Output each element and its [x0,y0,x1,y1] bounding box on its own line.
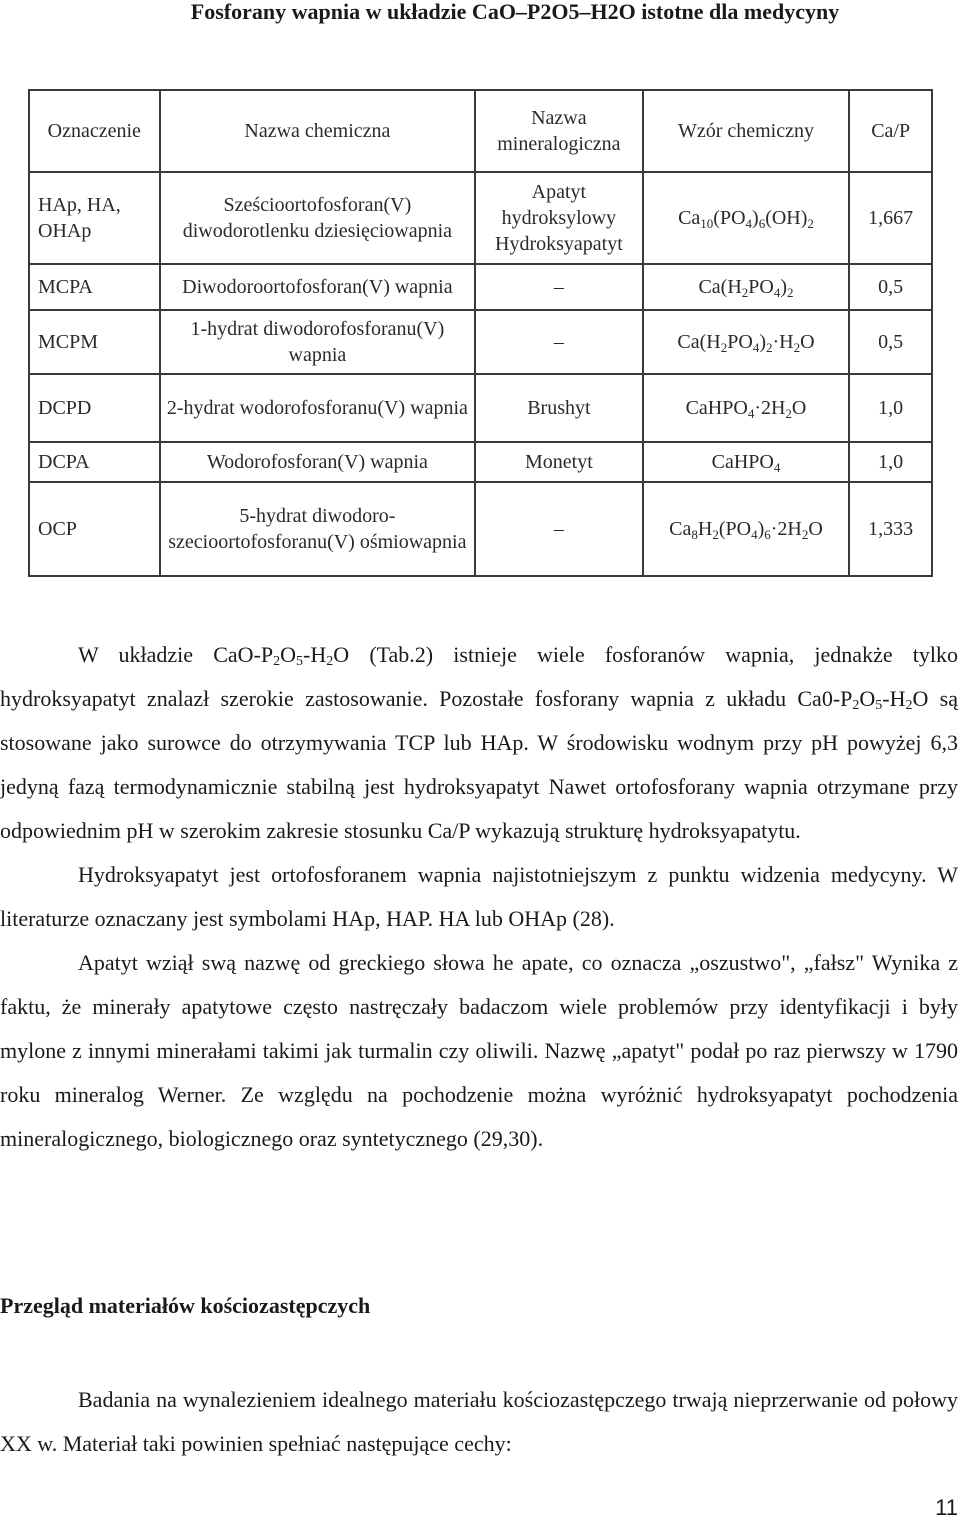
cell-nazwa-mineralogiczna: – [475,310,642,374]
cell-ca-p: 0,5 [849,264,932,310]
cell-oznaczenie: DCPA [29,442,160,482]
section-heading: Przegląd materiałów kościozastępczych [0,1293,371,1318]
table-header-row [29,90,932,172]
paragraph-4: Badania na wynalezieniem idealnego materiału kościozastępczego trwają nieprzerwanie od połowy XX w. Materiał taki powinien spełniać następujące cechy: [0,1387,958,1456]
cell-nazwa-mineralogiczna: Brushyt [475,374,642,442]
paragraph-2: Hydroksyapatyt jest ortofosforanem wapnia najistotniejszym z punktu widzenia medycyny. W literaturze oznaczany jest symbolami HAp, HAP. HA lub OHAp (28). [0,862,958,931]
cell-nazwa-mineralogiczna: Monetyt [475,442,642,482]
cell-nazwa-mineralogiczna: Apatyt hydroksylowy Hydroksyapatyt [475,172,642,264]
header-ca-p: Ca/P [849,90,932,172]
header-nazwa-chemiczna: Nazwa chemiczna [160,90,476,172]
table-row [29,442,932,482]
cell-wzor-chemiczny: $CaHPO_4\cdot 2H_2O$ [643,374,850,442]
table-row [29,172,932,264]
cell-ca-p: 1,0 [849,442,932,482]
cell-ca-p: 1,0 [849,374,932,442]
cell-wzor-chemiczny: CaHPO$_4$ [643,442,850,482]
table-row [29,264,932,310]
cell-oznaczenie: DCPD [29,374,160,442]
table-row [29,482,932,576]
cell-oznaczenie: HAp, HA, OHAp [29,172,160,264]
cell-nazwa-chemiczna: 1-hydrat diwodorofosforanu(V) wapnia [160,310,476,374]
cell-ca-p: 1,333 [849,482,932,576]
header-wzor-chemiczny: Wzór chemiczny [643,90,850,172]
paragraph-3: Apatyt wziął swą nazwę od greckiego słowa he apate, co oznacza „oszustwo", „fałsz" Wynika z faktu, że minerały apatytowe często nastręczały badaczom wiele problemów przy identyfikacji i były mylone z innymi minerałami takimi jak turmalin czy oliwili. Nazwę „apatyt" podał po raz pierwszy w 1790 roku mineralog Werner. Ze względu na pochodzenie można wyróżnić hydroksyapatyt pochodzenia mineralogicznego, biologicznego oraz syntetycznego (29,30). [0,950,958,1151]
cell-nazwa-chemiczna: 2-hydrat wodorofosforanu(V) wapnia [160,374,476,442]
cell-oznaczenie: MCPM [29,310,160,374]
paragraph-1: W układzie CaO-$P_2O_5-H_2O$ (Tab.2) istnieje wiele fosforanów wapnia, jednakże tylko hydroksyapatyt znalazł szerokie zastosowanie. Pozostałe fosforany wapnia z układu $Ca0-P_2O_5-H_2O$ są stosowane jako surowce do otrzymywania TCP lub HAp. W środowisku wodnym przy pH powyżej 6,3 jedyną fazą termodynamicznie stabilną jest hydroksyapatyt Nawet ortofosforany wapnia otrzymane przy odpowiednim pH w szerokim zakresie stosunku Ca/P wykazują strukturę hydroksyapatytu. [0,642,958,843]
body-text-block [0,633,958,1161]
cell-wzor-chemiczny: $Ca_{10}(PO_4)_6(OH)_2$ [643,172,850,264]
header-nazwa-mineralogiczna: Nazwa mineralogiczna [475,90,642,172]
cell-wzor-chemiczny: $Ca(H_2PO_4)_2$ [643,264,850,310]
page-number: 11 [935,1495,958,1520]
header-oznaczenie: Oznaczenie [29,90,160,172]
cell-ca-p: 1,667 [849,172,932,264]
page-title: Fosforany wapnia w układzie CaO–P2O5–H2O istotne dla medycyny [190,0,840,24]
cell-nazwa-mineralogiczna: – [475,482,642,576]
table-row [29,374,932,442]
table-row [29,310,932,374]
cell-oznaczenie: MCPA [29,264,160,310]
cell-ca-p: 0,5 [849,310,932,374]
cell-nazwa-chemiczna: 5-hydrat diwodoro-szecioortofosforanu(V) ośmiowapnia [160,482,476,576]
last-paragraph-block [0,1378,958,1466]
cell-oznaczenie: OCP [29,482,160,576]
cell-nazwa-chemiczna: Wodorofosforan(V) wapnia [160,442,476,482]
cell-nazwa-chemiczna: Sześcioortofosforan(V) diwodorotlenku dziesięciowapnia [160,172,476,264]
cell-nazwa-mineralogiczna: – [475,264,642,310]
cell-nazwa-chemiczna: Diwodoroortofosforan(V) wapnia [160,264,476,310]
phosphate-table-container [28,89,933,579]
cell-wzor-chemiczny: $Ca_8H_2(PO_4)_6\cdot 2H_2O$ [643,482,850,576]
phosphate-table [28,89,933,577]
cell-wzor-chemiczny: $Ca(H_2PO_4)_2\cdot H_2O$ [643,310,850,374]
